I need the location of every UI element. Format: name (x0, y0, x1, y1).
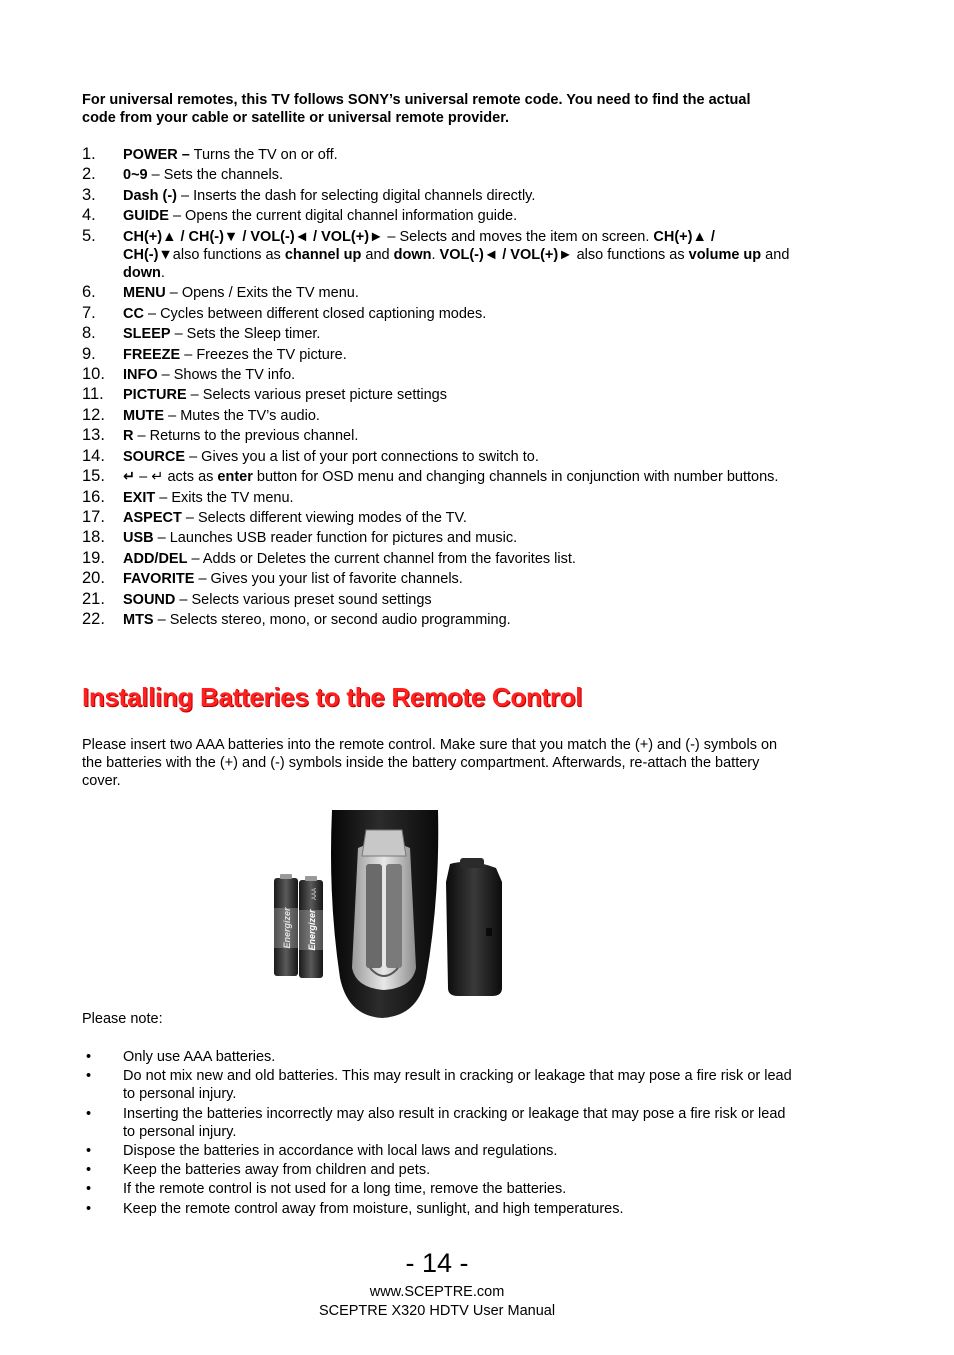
button-name: CH(+)▲ / CH(-)▼ / VOL(-)◄ / VOL(+)► (123, 228, 384, 245)
button-name: INFO (123, 366, 158, 383)
button-description: – Selects and moves the item on screen. (383, 228, 654, 245)
button-description: – Mutes the TV’s audio. (164, 407, 320, 424)
battery-brand-label: Energizer (307, 909, 317, 951)
list-item (82, 386, 792, 404)
item-number: 3. (82, 185, 96, 204)
page-number: - 14 - (405, 1248, 469, 1278)
battery-installation-photo (270, 808, 510, 1020)
button-description: – Cycles between different closed captioning modes. (143, 305, 487, 322)
list-item (82, 166, 792, 184)
battery-instructions: Please insert two AAA batteries into the remote control. Make sure that you match the (+) and (-) symbols on the batteries with the (+) and (-) symbols inside the battery compartment. Afterwards, re-attach the battery cover. (82, 737, 778, 789)
item-number: 16. (82, 487, 105, 506)
section-heading: Installing Batteries to the Remote Control (82, 682, 583, 712)
item-number: 8. (82, 324, 96, 343)
button-description: – Selects various preset picture settings (186, 387, 447, 404)
list-item (82, 1200, 792, 1218)
list-item (82, 366, 792, 384)
button-name: R (123, 428, 134, 445)
button-description: Turns the TV on or off. (189, 147, 338, 163)
button-description: – Launches USB reader function for pictures and music. (153, 530, 518, 547)
button-description: . (160, 264, 165, 281)
button-description: – Inserts the dash for selecting digital channels directly. (176, 187, 536, 204)
button-name: POWER – (123, 147, 190, 163)
button-description: . (431, 246, 440, 263)
button-name: PICTURE (123, 387, 187, 404)
list-item (82, 570, 792, 588)
footer-website: www.SCEPTRE.com (369, 1284, 505, 1300)
list-item (82, 489, 792, 507)
battery-size-label: AAA (312, 887, 318, 901)
list-item (82, 228, 792, 282)
enter-symbol: ↵ (123, 469, 136, 486)
button-name: CC (123, 305, 144, 322)
button-name: ASPECT (123, 510, 182, 526)
item-number: 13. (82, 426, 105, 445)
button-name: down (123, 264, 161, 281)
bullet-glyph: • (86, 1181, 92, 1198)
list-item (82, 468, 792, 486)
button-name: volume up (688, 246, 762, 263)
button-description: – Shows the TV info. (157, 366, 296, 383)
item-number: 9. (82, 344, 96, 363)
button-description: button for OSD menu and changing channels in conjunction with number buttons. (252, 469, 779, 486)
list-item (82, 207, 792, 225)
button-description: and (761, 246, 790, 263)
bullet-glyph: • (86, 1200, 92, 1217)
button-description: also functions as (572, 246, 689, 263)
item-number: 20. (82, 569, 105, 588)
button-description: – Sets the Sleep timer. (170, 326, 321, 343)
button-description: – Opens the current digital channel information guide. (168, 208, 518, 225)
button-name: GUIDE (123, 208, 169, 225)
item-number: 17. (82, 508, 105, 526)
button-name: MUTE (123, 407, 165, 424)
item-number: 6. (82, 283, 96, 302)
item-number: 11. (82, 385, 104, 404)
bullet-glyph: • (86, 1142, 92, 1159)
item-number: 15. (82, 467, 105, 486)
button-name: MTS (123, 612, 154, 629)
item-number: 7. (82, 303, 96, 322)
button-description: – Adds or Deletes the current channel from the favorites list. (187, 550, 576, 567)
button-name: channel up (284, 246, 362, 263)
note-text: Keep the remote control away from moisture, sunlight, and high temperatures. (123, 1200, 624, 1217)
item-number: 5. (82, 226, 96, 245)
item-number: 1. (82, 145, 96, 163)
bullet-glyph: • (86, 1049, 92, 1065)
button-name: SLEEP (123, 326, 171, 343)
bullet-glyph: • (86, 1105, 92, 1122)
battery-cover (446, 858, 502, 996)
button-name: enter (217, 469, 253, 486)
button-name: SOURCE (123, 448, 186, 465)
button-description: and (361, 246, 394, 263)
list-item (82, 591, 792, 609)
button-description: – Selects different viewing modes of the TV. (181, 510, 467, 526)
list-item (82, 305, 792, 323)
list-item (82, 1180, 792, 1198)
list-item (82, 509, 792, 527)
item-number: 10. (82, 364, 105, 383)
bullet-glyph: • (86, 1068, 92, 1085)
button-description: – Gives you your list of favorite channels. (194, 571, 463, 588)
list-item (82, 1142, 792, 1160)
footer-manual-title: SCEPTRE X320 HDTV User Manual (318, 1303, 556, 1319)
button-description: – Gives you a list of your port connections to switch to. (185, 448, 539, 465)
button-description: – Exits the TV menu. (155, 489, 294, 506)
list-item (82, 427, 792, 445)
intro-paragraph: For universal remotes, this TV follows SONY’s universal remote code. You need to find the actual code from your cable or satellite or universal remote provider. (82, 92, 751, 126)
button-name: Dash (-) (123, 187, 177, 204)
list-item (82, 529, 792, 547)
list-item (82, 407, 792, 425)
list-item (82, 448, 792, 466)
item-number: 14. (82, 446, 105, 465)
button-name: CH(+)▲ / CH(-)▼ (123, 228, 715, 263)
item-number: 21. (82, 589, 105, 608)
remote-button-list (82, 146, 792, 629)
battery-notes-list (82, 1048, 792, 1219)
list-item (82, 1161, 792, 1179)
button-description: – Freezes the TV picture. (180, 346, 347, 363)
list-item (82, 550, 792, 568)
button-description: – Sets the channels. (147, 167, 284, 184)
item-number: 22. (82, 610, 105, 629)
button-name: FREEZE (123, 346, 181, 363)
button-name: down (393, 246, 432, 263)
item-number: 18. (82, 528, 105, 547)
list-item (82, 187, 792, 205)
note-text: Inserting the batteries incorrectly may also result in cracking or leakage that may pose a fire risk or lead to personal injury. (123, 1105, 786, 1140)
button-description: – ↵ acts as (135, 469, 218, 486)
button-description: – Selects stereo, mono, or second audio programming. (153, 612, 511, 629)
list-item (82, 346, 792, 364)
list-item (82, 325, 792, 343)
button-description: – Selects various preset sound settings (175, 591, 432, 608)
button-name: VOL(-)◄ / VOL(+)► (439, 246, 573, 263)
button-name: EXIT (123, 489, 156, 506)
battery-brand-label: Energizer (282, 907, 292, 949)
note-text: Only use AAA batteries. (123, 1049, 276, 1065)
note-text: Dispose the batteries in accordance with local laws and regulations. (123, 1142, 558, 1159)
aaa-batteries (274, 874, 323, 978)
note-text: If the remote control is not used for a long time, remove the batteries. (123, 1181, 567, 1198)
bullet-glyph: • (86, 1162, 92, 1179)
button-name: 0~9 (123, 167, 148, 184)
button-name: USB (123, 530, 154, 547)
button-description: – Opens / Exits the TV menu. (165, 285, 359, 302)
button-name: FAVORITE (123, 571, 195, 588)
list-item (82, 1105, 792, 1141)
button-name: SOUND (123, 591, 176, 608)
page-footer (0, 1283, 874, 1321)
list-item (82, 1048, 792, 1066)
list-item (82, 284, 792, 302)
note-text: Keep the batteries away from children and pets. (123, 1162, 431, 1179)
item-number: 4. (82, 206, 96, 225)
button-description: also functions as (172, 246, 285, 263)
list-item (82, 611, 792, 629)
item-number: 19. (82, 548, 105, 567)
button-name: ADD/DEL (123, 550, 188, 567)
button-description: – Returns to the previous channel. (133, 428, 359, 445)
remote-control (331, 810, 438, 1018)
note-label: Please note: (82, 1011, 163, 1027)
button-name: MENU (123, 285, 166, 302)
note-text: Do not mix new and old batteries. This may result in cracking or leakage that may pose a fire risk or lead to personal injury. (123, 1068, 792, 1103)
item-number: 2. (82, 165, 96, 184)
list-item (82, 1067, 792, 1103)
item-number: 12. (82, 405, 105, 424)
list-item (82, 146, 792, 164)
